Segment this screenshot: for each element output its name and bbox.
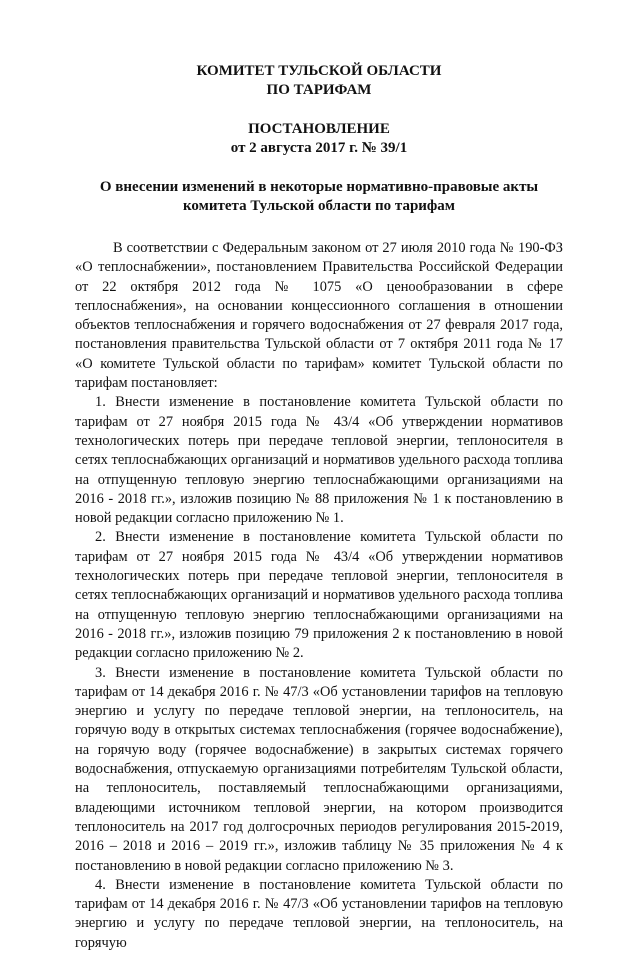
doc-date-number: от 2 августа 2017 г. № 39/1 <box>230 140 408 156</box>
preamble-paragraph: В соответствии с Федеральным законом от 27 июля 2010 года № 190-ФЗ «О теплоснабжении», постановлением Правительства Российской Федерации от 22 октября 2012 года № 1075 «О ценообразовании в сфере теплоснабжения», на основании концессионного соглашения в отношении объектов теплоснабжения и горячего водоснабжения от 27 февраля 2017 года, постановления правительства Тульской области от 7 октября 2011 года № 17 «О комитете Тульской области по тарифам» комитет Тульской области по тарифам постановляет: <box>75 240 563 392</box>
doc-title-line2: комитета Тульской области по тарифам <box>182 198 456 214</box>
item-paragraph-4: 4. Внести изменение в постановление комитета Тульской области по тарифам от 14 декабря 2016 г. № 47/3 «Об установлении тарифов на тепловую энергию и услугу по передаче тепловой энергии, на теплоноситель, на горячую <box>75 876 563 951</box>
document-page <box>75 62 563 953</box>
item-paragraph-2: 2. Внести изменение в постановление комитета Тульской области по тарифам от 27 ноября 2015 года № 43/4 «Об утверждении нормативов технологических потерь при передаче тепловой энергии, теплоносителя в сетях теплоснабжающих организаций и нормативов удельного расхода топлива на отпущенную тепловую энергию теплоснабжающими организациями на 2016 - 2018 гг.», изложив позицию 79 приложения 2 к постановлению в новой редакции согласно приложению № 2. <box>75 529 563 662</box>
org-name-line1: КОМИТЕТ ТУЛЬСКОЙ ОБЛАСТИ <box>196 63 442 79</box>
org-name-line2: ПО ТАРИФАМ <box>266 82 372 98</box>
document-body <box>75 239 563 953</box>
item-paragraph-3: 3. Внести изменение в постановление комитета Тульской области по тарифам от 14 декабря 2016 г. № 47/3 «Об установлении тарифов на тепловую энергию и услугу по передаче тепловой энергии, на теплоноситель, на горячую воду в открытых системах теплоснабжения (горячее водоснабжение), на горячую воду (горячее водоснабжение) в закрытых системах горячего водоснабжения, отпускаемую организациями потребителям Тульской области, на теплоноситель, поставляемый теплоснабжающими организациями, владеющими источником тепловой энергии, на котором производится теплоноситель на 2017 год долгосрочных периодов регулирования 2015-2019, 2016 – 2018 и 2016 – 2019 гг.», изложив таблицу № 35 приложения № 4 к постановлению в новой редакции согласно приложению № 3. <box>75 664 563 874</box>
doc-title-line1: О внесении изменений в некоторые нормативно-правовые акты <box>99 179 539 195</box>
doc-type: ПОСТАНОВЛЕНИЕ <box>248 121 390 137</box>
item-paragraph-1: 1. Внести изменение в постановление комитета Тульской области по тарифам от 27 ноября 2015 года № 43/4 «Об утверждении нормативов технологических потерь при передаче тепловой энергии, теплоносителя в сетях теплоснабжающих организаций и нормативов удельного расхода топлива на отпущенную тепловую энергию теплоснабжающими организациями на 2016 - 2018 гг.», изложив позицию № 88 приложения № 1 к постановлению в новой редакции согласно приложению № 1. <box>75 394 563 527</box>
